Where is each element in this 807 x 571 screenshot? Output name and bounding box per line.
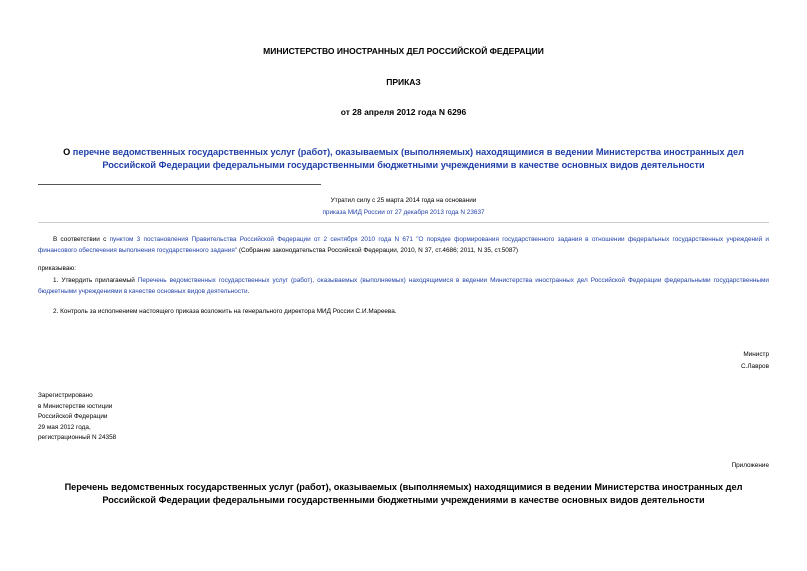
item1-link[interactable]: Перечень ведомственных государственных услуг (работ), оказываемых (выполняемых) находящимися в ведении Министерства иностранных дел Российской Федерации федеральными государственными бюджетными учреждениями в качестве основных видов деятельности — [38, 277, 769, 295]
basis-suffix: (Собрание законодательства Российской Федерации, 2010, N 37, ст.4686; 2011, N 35, ст.5087) — [237, 246, 519, 254]
signature-block — [741, 349, 769, 373]
item-2: 2. Контроль за исполнением настоящего приказа возложить на генерального директора МИД России С.И.Мареева. — [53, 308, 397, 315]
appendix-title: Перечень ведомственных государственных услуг (работ), оказываемых (выполняемых) находящимися в ведении Министерства иностранных дел Российской Федерации федеральными государственными бюджетными учреждениями в качестве основных видов деятельности — [64, 482, 743, 505]
document-title — [40, 146, 767, 171]
divider — [38, 184, 321, 185]
lapsed-notice — [0, 195, 807, 219]
appendix-label: Приложение — [731, 462, 769, 469]
title-link[interactable]: перечне ведомственных государственных услуг (работ), оказываемых (выполняемых) находящимися в ведении Министерства иностранных дел Российской Федерации федеральными государственными бюджетными учреждениями в качестве основных видов деятельности — [72, 147, 744, 170]
registration-line: 29 мая 2012 года, — [38, 423, 91, 431]
order-date: от 28 апреля 2012 года N 6296 — [340, 107, 467, 117]
basis-prefix: В соответствии с — [53, 236, 107, 243]
basis-paragraph — [38, 235, 769, 256]
item1-suffix: . — [247, 287, 250, 295]
divider — [38, 222, 769, 223]
registration-block — [38, 391, 116, 444]
registration-line: Зарегистрировано — [38, 392, 93, 399]
item1-prefix: 1. Утвердить прилагаемый — [53, 277, 138, 284]
order-heading: ПРИКАЗ — [386, 77, 421, 87]
lapsed-link[interactable]: приказа МИД России от 27 декабря 2013 года N 23637 — [322, 209, 485, 216]
ministry-heading: МИНИСТЕРСТВО ИНОСТРАННЫХ ДЕЛ РОССИЙСКОЙ ФЕДЕРАЦИИ — [263, 46, 544, 56]
item-1 — [38, 276, 769, 297]
signature-name: С.Лавров — [740, 363, 769, 370]
order-word: приказываю: — [38, 265, 76, 272]
title-prefix: О — [63, 147, 71, 157]
lapsed-text: Утратил силу с 25 марта 2014 года на основании — [330, 197, 477, 204]
registration-line: Российской Федерации — [38, 413, 108, 420]
registration-line: регистрационный N 24358 — [38, 434, 117, 441]
signature-position: Министр — [743, 351, 769, 358]
basis-link[interactable]: пунктом 3 постановления Правительства Российской Федерации от 2 сентября 2010 года N 671 "О порядке формирования государственного задания в отношении федеральных государственных учреждений и финансового обеспечения выполнения государственного задания" — [38, 236, 769, 254]
registration-line: в Министерстве юстиции — [38, 402, 113, 410]
